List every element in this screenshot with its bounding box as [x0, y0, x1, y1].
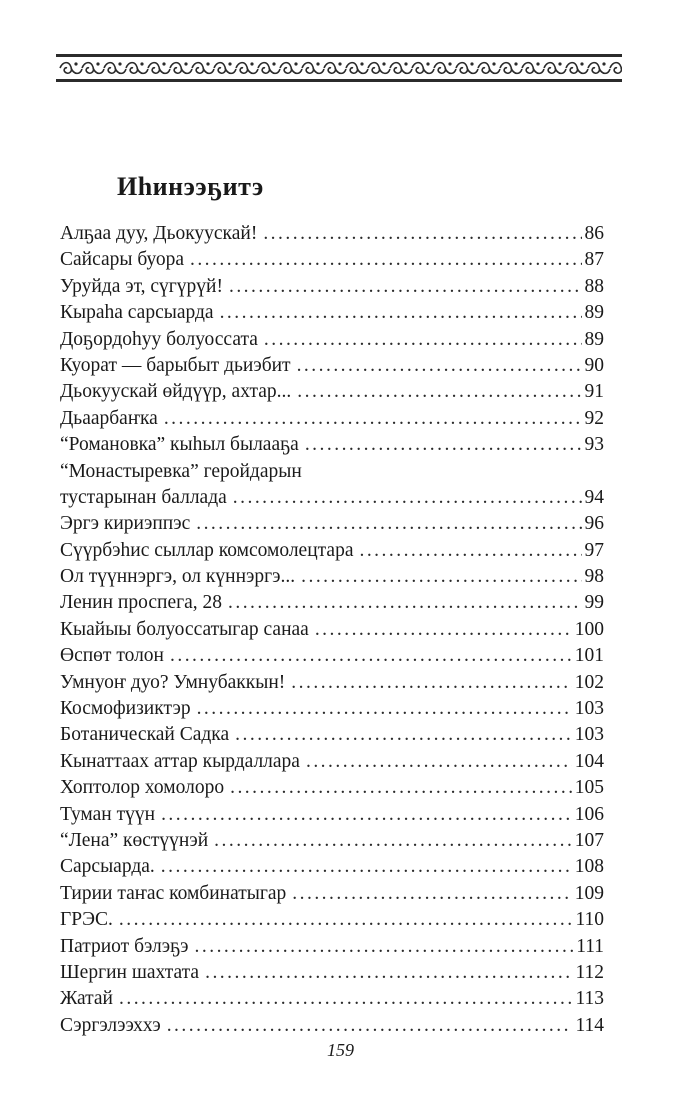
toc-entry: [60, 802, 604, 828]
ornament-dot: [162, 62, 165, 65]
dot-leader: [119, 986, 572, 1012]
dot-leader: [190, 247, 582, 273]
dot-leader: [197, 696, 572, 722]
ornament-scroll: [478, 63, 500, 74]
toc-entry-title: Сарсыарда.: [60, 856, 155, 878]
toc-entry-title: “Лена” көстүүнэй: [60, 829, 209, 851]
ornament-scroll: [236, 63, 258, 74]
toc-entry: [60, 854, 604, 880]
toc-entry: [60, 828, 604, 854]
ornament-dot: [272, 62, 275, 65]
toc-entry-page: 110: [575, 909, 604, 931]
page-number: 159: [327, 1040, 354, 1060]
toc-entry-page: 89: [584, 302, 604, 324]
dot-leader: [161, 854, 572, 880]
dot-leader: [264, 327, 582, 353]
toc-entry: [60, 274, 604, 300]
toc-entry-title: Өспөт толон: [60, 645, 164, 667]
toc-entry: [60, 511, 604, 537]
toc-entry-page: 109: [574, 882, 604, 904]
toc-entry-title: Умнуоҥ дуо? Умнубаккын!: [60, 671, 286, 693]
ornament-dot: [536, 62, 539, 65]
toc-entry: [60, 221, 604, 247]
toc-entry-page: 100: [574, 618, 604, 640]
toc-entry: [60, 749, 604, 775]
ornament-scroll: [148, 63, 170, 74]
ornament-dot: [426, 62, 429, 65]
toc-entry-title: Алҕаа дуу, Дьокуускай!: [60, 223, 258, 244]
ornament-dot: [558, 62, 561, 65]
dot-leader: [292, 881, 571, 907]
ornament-scroll: [566, 63, 588, 74]
toc-entry-title: ГРЭС.: [60, 909, 113, 931]
ornament-scroll: [434, 63, 456, 74]
dot-leader: [167, 1013, 573, 1039]
ornament-scroll: [368, 63, 390, 74]
dot-leader: [161, 802, 572, 828]
toc-entry-page: 111: [576, 935, 604, 957]
toc-entry-title: Сэргэлээххэ: [60, 1014, 161, 1036]
ornament-scroll: [346, 63, 368, 74]
toc-entry: [60, 696, 604, 722]
toc-entry: [60, 353, 604, 379]
ornament-scroll: [390, 63, 412, 74]
toc-entry-page: 97: [584, 539, 604, 561]
toc-entry-page: 99: [584, 592, 604, 614]
ornament-scroll: [60, 63, 82, 74]
toc-entry: [60, 986, 604, 1012]
toc-entry-page: 93: [584, 434, 604, 456]
toc-entry: [60, 564, 604, 590]
toc-entry-page: 112: [575, 961, 604, 983]
toc-entry-title: Дьокуускай өйдүүр, ахтар...: [60, 381, 292, 403]
toc-entry-page: 98: [584, 566, 604, 588]
ornament-scroll: [324, 63, 346, 74]
toc-entry-page: 88: [584, 275, 604, 297]
ornament-dot: [602, 62, 605, 65]
toc-entry-page: 102: [574, 671, 604, 693]
dot-leader: [195, 934, 574, 960]
toc-entry: [60, 247, 604, 273]
toc-entry-page: 103: [574, 698, 604, 720]
dot-leader: [230, 775, 572, 801]
toc-entry-page: 106: [574, 803, 604, 825]
toc-entry-page: 114: [575, 1014, 604, 1036]
ornament-scroll: [500, 63, 522, 74]
dot-leader: [235, 722, 572, 748]
dot-leader: [229, 274, 582, 300]
dot-leader: [263, 221, 581, 247]
toc-entry-title: Сүүрбэһис сыллар комсомолецтара: [60, 539, 354, 561]
toc-entry-page: 113: [575, 988, 604, 1010]
toc-entry-title: Ботаническай Садка: [60, 724, 230, 746]
toc-entry-title: Сайсары буора: [60, 249, 184, 271]
section-title: Иһинээҕитэ: [117, 172, 264, 201]
ornament-scroll: [82, 63, 104, 74]
toc-entry: [60, 538, 604, 564]
toc-entry-page: 105: [574, 777, 604, 799]
ornament-scroll: [258, 63, 280, 74]
toc-entry: [60, 881, 604, 907]
ornament-scroll: [214, 63, 236, 74]
toc-entry-page: 107: [574, 829, 604, 851]
ornament-dot: [74, 62, 77, 65]
toc-entry: [60, 406, 604, 432]
decorative-ornament-border: [56, 54, 622, 82]
toc-entry: [60, 1013, 604, 1039]
toc-entry-title: Кыраһа сарсыарда: [60, 302, 214, 324]
dot-leader: [205, 960, 572, 986]
ornament-scroll: [522, 63, 544, 74]
ornament-dot: [206, 62, 209, 65]
toc-entry: [60, 327, 604, 353]
dot-leader: [306, 749, 572, 775]
toc-entry: [60, 934, 604, 960]
ornament-dot: [250, 62, 253, 65]
ornament-dot: [514, 62, 517, 65]
dot-leader: [170, 643, 572, 669]
toc-entry-title: Ленин проспега, 28: [60, 592, 222, 614]
ornament-dot: [382, 62, 385, 65]
table-of-contents: [60, 221, 604, 1039]
toc-entry-page: 103: [574, 724, 604, 746]
ornament-dot: [360, 62, 363, 65]
toc-entry-page: 86: [584, 223, 604, 244]
toc-entry-title: Дьаарбаҥка: [60, 407, 158, 429]
ornament-scroll: [610, 63, 622, 74]
ornament-dot: [470, 62, 473, 65]
toc-entry-page: 89: [584, 328, 604, 350]
dot-leader: [305, 432, 582, 458]
ornament-dot: [96, 62, 99, 65]
toc-entry-page: 87: [584, 249, 604, 271]
toc-entry-title: Патриот бэлэҕэ: [60, 935, 189, 957]
toc-entry-title: Космофизиктэр: [60, 698, 191, 720]
ornament-dot: [316, 62, 319, 65]
toc-entry: [60, 907, 604, 933]
toc-entry: [60, 722, 604, 748]
dot-leader: [233, 485, 582, 511]
toc-entry-page: 94: [584, 486, 604, 508]
dot-leader: [291, 670, 571, 696]
ornament-scroll: [126, 63, 148, 74]
ornament-scroll: [302, 63, 324, 74]
ornament-dot: [294, 62, 297, 65]
toc-entry: [60, 670, 604, 696]
toc-entry-page: 90: [584, 354, 604, 376]
ornament-scroll: [456, 63, 478, 74]
toc-entry-title-line: “Монастыревка” геройдарын: [60, 460, 302, 482]
dot-leader: [119, 907, 573, 933]
toc-entry: [60, 590, 604, 616]
toc-entry-title: Доҕордоһуу болуоссата: [60, 328, 258, 350]
toc-entry: [60, 432, 604, 458]
toc-entry-title: Ол түүннэргэ, ол күннэргэ...: [60, 566, 296, 588]
ornament-scroll: [170, 63, 192, 74]
ornament-dot: [448, 62, 451, 65]
dot-leader: [297, 353, 582, 379]
dot-leader: [220, 300, 582, 326]
dot-leader: [315, 617, 572, 643]
ornament-scroll: [588, 63, 610, 74]
toc-entry-title: Куорат — барыбыт дьиэбит: [60, 354, 291, 376]
ornament-dot: [580, 62, 583, 65]
ornament-dot: [184, 62, 187, 65]
toc-entry-title: тустарынан баллада: [60, 486, 227, 508]
toc-entry: [60, 775, 604, 801]
toc-entry-page: 104: [574, 750, 604, 772]
toc-entry-page: 101: [574, 645, 604, 667]
toc-entry-title: “Романовка” кыһыл былааҕа: [60, 434, 299, 456]
ornament-dot: [338, 62, 341, 65]
toc-entry: [60, 485, 604, 511]
toc-entry: [60, 643, 604, 669]
ornament-dot: [118, 62, 121, 65]
toc-entry-title: Жатай: [60, 988, 113, 1010]
toc-entry-title: Кыайыы болуоссатыгар санаа: [60, 618, 309, 640]
toc-entry-title: Кынаттаах аттар кырдаллара: [60, 750, 300, 772]
toc-entry-title: Тирии таҥас комбинатыгар: [60, 882, 287, 904]
ornament-scroll: [192, 63, 214, 74]
ornament-dot: [404, 62, 407, 65]
ornament-scroll: [280, 63, 302, 74]
toc-entry-title: Эргэ кириэппэс: [60, 513, 191, 535]
toc-entry-title: Уруйда эт, сүгүрүй!: [60, 275, 223, 297]
toc-entry-page: 92: [584, 407, 604, 429]
dot-leader: [228, 590, 582, 616]
ornament-dot: [140, 62, 143, 65]
dot-leader: [196, 511, 581, 537]
toc-entry-title: Шергин шахтата: [60, 961, 200, 983]
ornament-scroll: [544, 63, 566, 74]
toc-entry-page: 91: [584, 381, 604, 403]
toc-entry-title: Туман түүн: [60, 803, 156, 825]
toc-entry: [60, 960, 604, 986]
dot-leader: [297, 379, 581, 405]
toc-entry-page: 108: [574, 856, 604, 878]
ornament-dot: [228, 62, 231, 65]
ornament-dot: [492, 62, 495, 65]
toc-entry: [60, 300, 604, 326]
dot-leader: [301, 564, 581, 590]
toc-entry: [60, 379, 604, 405]
dot-leader: [359, 538, 581, 564]
ornament-scroll: [412, 63, 434, 74]
ornament-scroll: [104, 63, 126, 74]
toc-entry-page: 96: [584, 513, 604, 535]
dot-leader: [214, 828, 572, 854]
toc-entry-title: Хоптолор хомолоро: [60, 777, 225, 799]
dot-leader: [164, 406, 582, 432]
toc-entry: [60, 617, 604, 643]
